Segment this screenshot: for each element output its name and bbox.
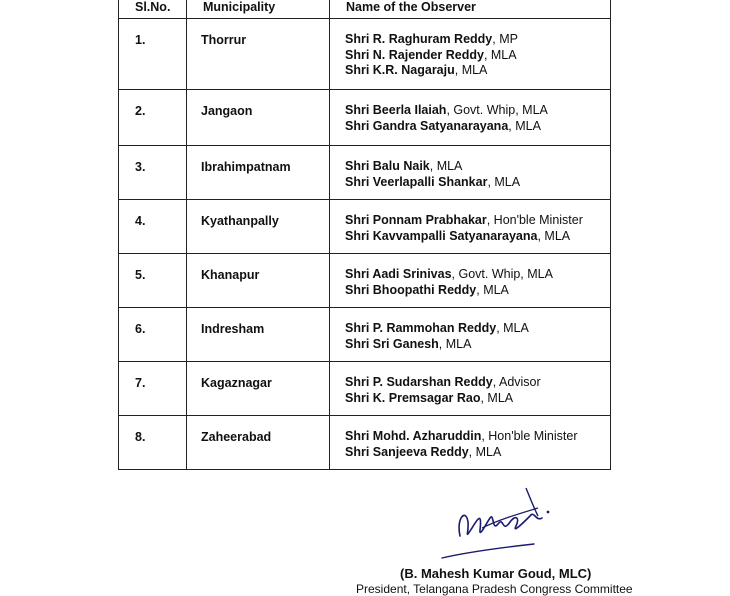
row-municipality: Kagaznagar: [187, 362, 330, 416]
row-serial-number: 3.: [119, 146, 187, 200]
observer-name: Shri Kavvampalli Satyanarayana: [345, 228, 538, 243]
row-municipality: Khanapur: [187, 254, 330, 308]
observer-role: , MLA: [438, 336, 472, 351]
observer-line: [345, 48, 610, 64]
observer-line: [345, 391, 610, 407]
observer-role: , MLA: [429, 159, 463, 173]
observer-role: , Advisor: [492, 375, 541, 389]
observer-name: Shri Sanjeeva Reddy: [345, 444, 469, 459]
observer-role: , MLA: [468, 444, 502, 459]
observer-role: , Govt. Whip, MLA: [446, 103, 548, 117]
row-serial-number: 7.: [119, 362, 187, 416]
observer-line: [345, 375, 610, 391]
row-observers: [330, 19, 611, 90]
row-municipality: Kyathanpally: [187, 200, 330, 254]
table-header-row: [119, 0, 611, 19]
observer-name: Shri P. Sudarshan Reddy: [345, 375, 493, 389]
row-serial-number: 6.: [119, 308, 187, 362]
row-municipality: Thorrur: [187, 19, 330, 90]
table-row: [119, 362, 611, 416]
observer-name: Shri Beerla Ilaiah: [345, 103, 447, 117]
observer-name: Shri K.R. Nagaraju: [345, 63, 455, 77]
observer-line: [345, 32, 610, 48]
observer-name: Shri N. Rajender Reddy: [345, 47, 484, 62]
observer-role: , MLA: [508, 118, 541, 133]
row-observers: [330, 200, 611, 254]
observer-line: [345, 175, 610, 191]
row-serial-number: 2.: [119, 90, 187, 146]
observer-name: Shri Gandra Satyanarayana: [345, 118, 509, 133]
header-slno: Sl.No.: [119, 0, 187, 19]
observer-line: [345, 267, 610, 283]
observer-name: Shri K. Premsagar Rao: [345, 390, 481, 405]
observer-role: , Hon'ble Minister: [481, 429, 578, 443]
table-row: [119, 19, 611, 90]
observer-name: Shri Aadi Srinivas: [345, 267, 452, 281]
observer-role: , MP: [492, 32, 518, 46]
observer-name: Shri Sri Ganesh: [345, 336, 439, 351]
observer-name: Shri Veerlapalli Shankar: [345, 174, 488, 189]
observer-line: [345, 103, 610, 119]
observer-role: , MLA: [454, 63, 488, 77]
header-observer: Name of the Observer: [330, 0, 611, 19]
observer-line: [345, 213, 610, 229]
observer-line: [345, 63, 610, 79]
row-serial-number: 4.: [119, 200, 187, 254]
observer-role: , MLA: [476, 282, 509, 297]
observer-line: [345, 321, 610, 337]
observer-table: [118, 0, 611, 470]
row-observers: [330, 416, 611, 470]
observer-line: [345, 337, 610, 353]
row-municipality: Zaheerabad: [187, 416, 330, 470]
observer-line: [345, 119, 610, 135]
observer-name: Shri P. Rammohan Reddy: [345, 321, 497, 335]
table-row: [119, 90, 611, 146]
observer-name: Shri R. Raghuram Reddy: [345, 32, 493, 46]
observer-role: , MLA: [537, 228, 571, 243]
table-row: [119, 254, 611, 308]
observer-role: , MLA: [483, 47, 517, 62]
observer-name: Shri Bhoopathi Reddy: [345, 282, 477, 297]
observer-name: Shri Balu Naik: [345, 159, 430, 173]
observer-line: [345, 429, 610, 445]
row-observers: [330, 308, 611, 362]
row-serial-number: 8.: [119, 416, 187, 470]
table-row: [119, 200, 611, 254]
signatory-name: (B. Mahesh Kumar Goud, MLC): [400, 566, 592, 581]
table-row: [119, 308, 611, 362]
observer-role: , Govt. Whip, MLA: [451, 267, 553, 281]
observer-role: , Hon'ble Minister: [486, 213, 583, 227]
row-observers: [330, 254, 611, 308]
row-observers: [330, 146, 611, 200]
observer-name: Shri Ponnam Prabhakar: [345, 213, 487, 227]
observer-line: [345, 445, 610, 461]
observer-line: [345, 159, 610, 175]
observer-line: [345, 229, 610, 245]
row-municipality: Jangaon: [187, 90, 330, 146]
table-row: [119, 416, 611, 470]
observer-role: , MLA: [487, 174, 521, 189]
signature-image: [438, 478, 568, 563]
row-municipality: Indresham: [187, 308, 330, 362]
observer-line: [345, 283, 610, 299]
header-municipality: Municipality: [187, 0, 330, 19]
observer-role: , MLA: [496, 321, 529, 335]
row-serial-number: 5.: [119, 254, 187, 308]
observer-role: , MLA: [480, 390, 514, 405]
row-observers: [330, 362, 611, 416]
observer-name: Shri Mohd. Azharuddin: [345, 429, 482, 443]
row-observers: [330, 90, 611, 146]
signatory-designation: President, Telangana Pradesh Congress Committee: [356, 582, 633, 596]
table-row: [119, 146, 611, 200]
row-serial-number: 1.: [119, 19, 187, 90]
row-municipality: Ibrahimpatnam: [187, 146, 330, 200]
